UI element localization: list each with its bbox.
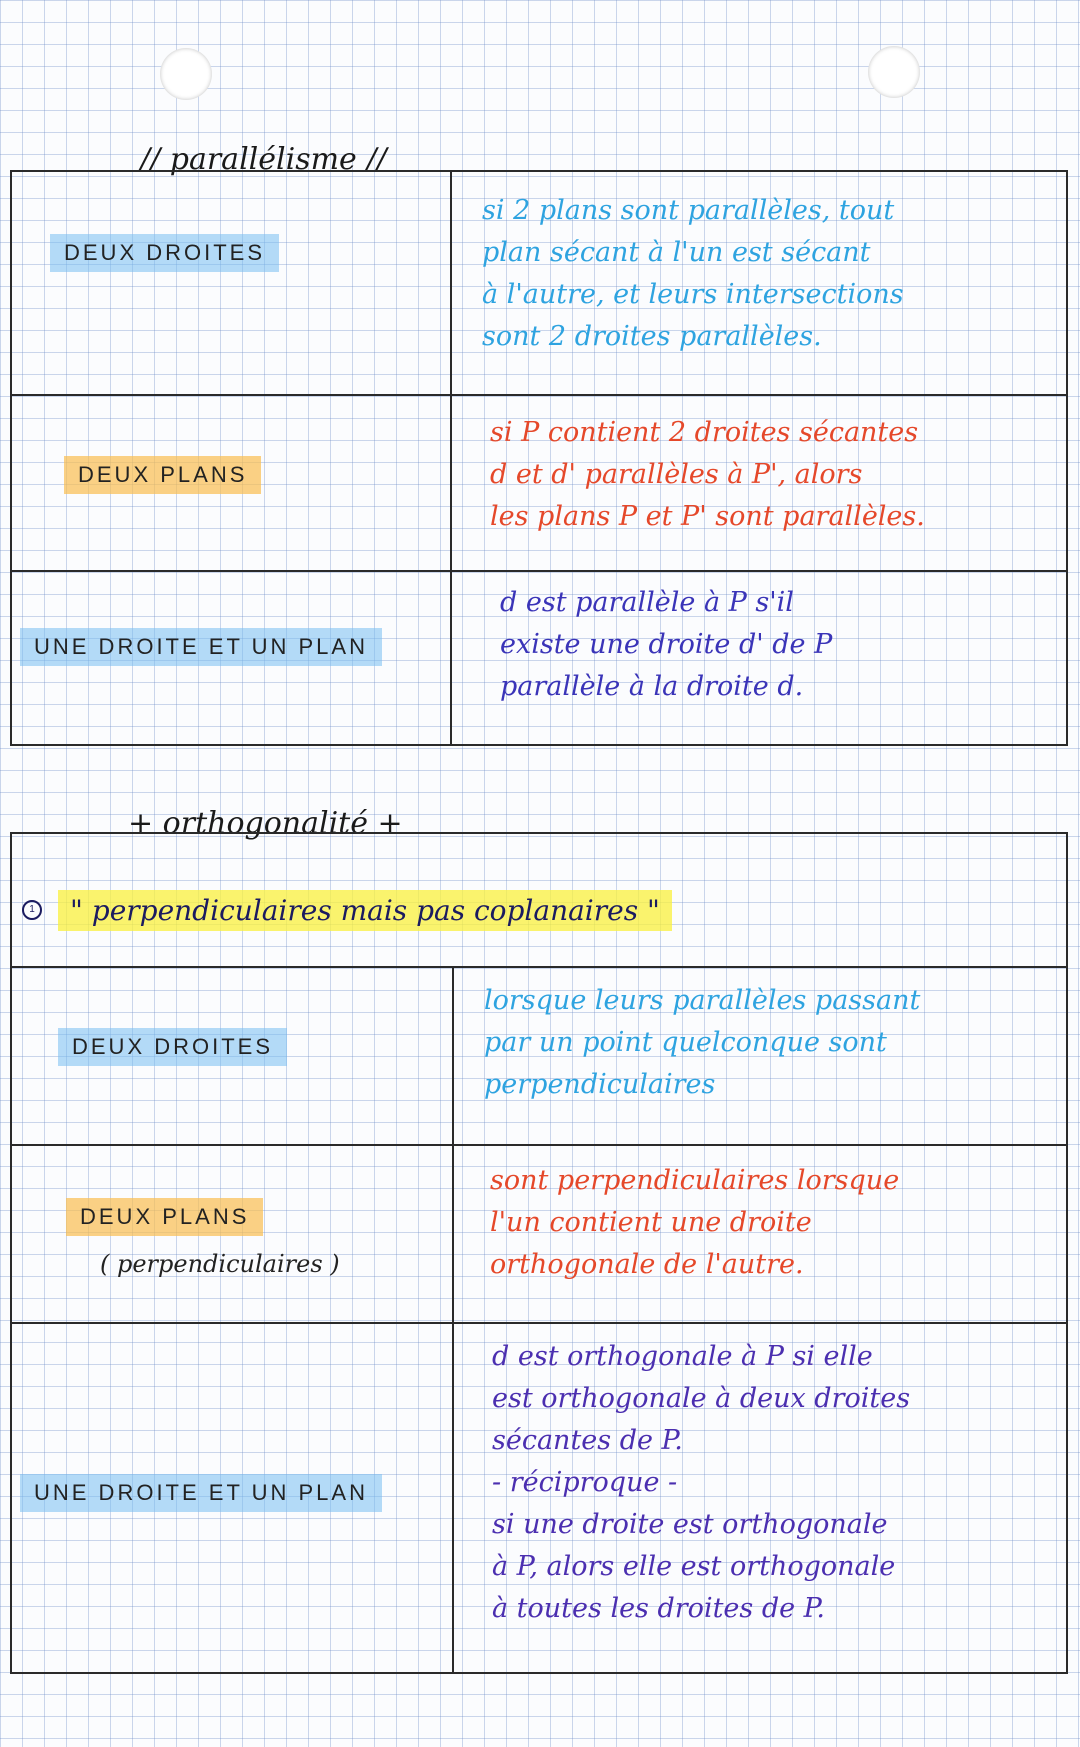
table-row: [12, 570, 1066, 744]
binder-hole-left: [160, 48, 212, 100]
section-title-parallelism: // parallélisme //: [140, 142, 387, 177]
table-row: [12, 1144, 1066, 1324]
parallelism-table: [10, 170, 1068, 746]
row-label: UNE DROITE ET UN PLAN: [20, 628, 382, 666]
row-definition: d est orthogonale à P si elle est orthogonale à deux droites sécantes de P. - réciproque - si une droite est orthogonale à P, alors elle est orthogonale à toutes les droites de P.: [492, 1341, 911, 1624]
row-label: DEUX DROITES: [58, 1028, 287, 1066]
row-definition: sont perpendiculaires lorsque l'un contient une droite orthogonale de l'autre.: [490, 1165, 900, 1280]
row-definition: si P contient 2 droites sécantes d et d' parallèles à P', alors les plans P et P' sont parallèles.: [490, 417, 925, 532]
row-label: DEUX PLANS: [66, 1198, 263, 1236]
table-row: [12, 394, 1066, 572]
orthogonal-note: " perpendiculaires mais pas coplanaires ": [58, 890, 672, 931]
row-label: DEUX PLANS: [64, 456, 261, 494]
row-definition: si 2 plans sont parallèles, tout plan sécant à l'un est sécant à l'autre, et leurs intersections sont 2 droites parallèles.: [482, 195, 904, 352]
table-row: [12, 966, 1066, 1146]
section-title-orthogonality: + orthogonalité +: [128, 806, 403, 841]
table-divider: [452, 1146, 454, 1324]
note-number: 1: [22, 900, 42, 920]
table-row: [12, 172, 1066, 396]
orthogonality-table: [10, 832, 1068, 1674]
row-definition: d est parallèle à P s'il existe une droite d' de P parallèle à la droite d.: [500, 587, 833, 702]
table-divider: [452, 1324, 454, 1674]
row-sublabel: ( perpendiculaires ): [100, 1250, 340, 1278]
row-label: UNE DROITE ET UN PLAN: [20, 1474, 382, 1512]
table-row: [12, 1322, 1066, 1674]
row-label: DEUX DROITES: [50, 234, 279, 272]
binder-hole-right: [868, 46, 920, 98]
row-definition: lorsque leurs parallèles passant par un point quelconque sont perpendiculaires: [484, 985, 921, 1100]
table-divider: [452, 968, 454, 1146]
